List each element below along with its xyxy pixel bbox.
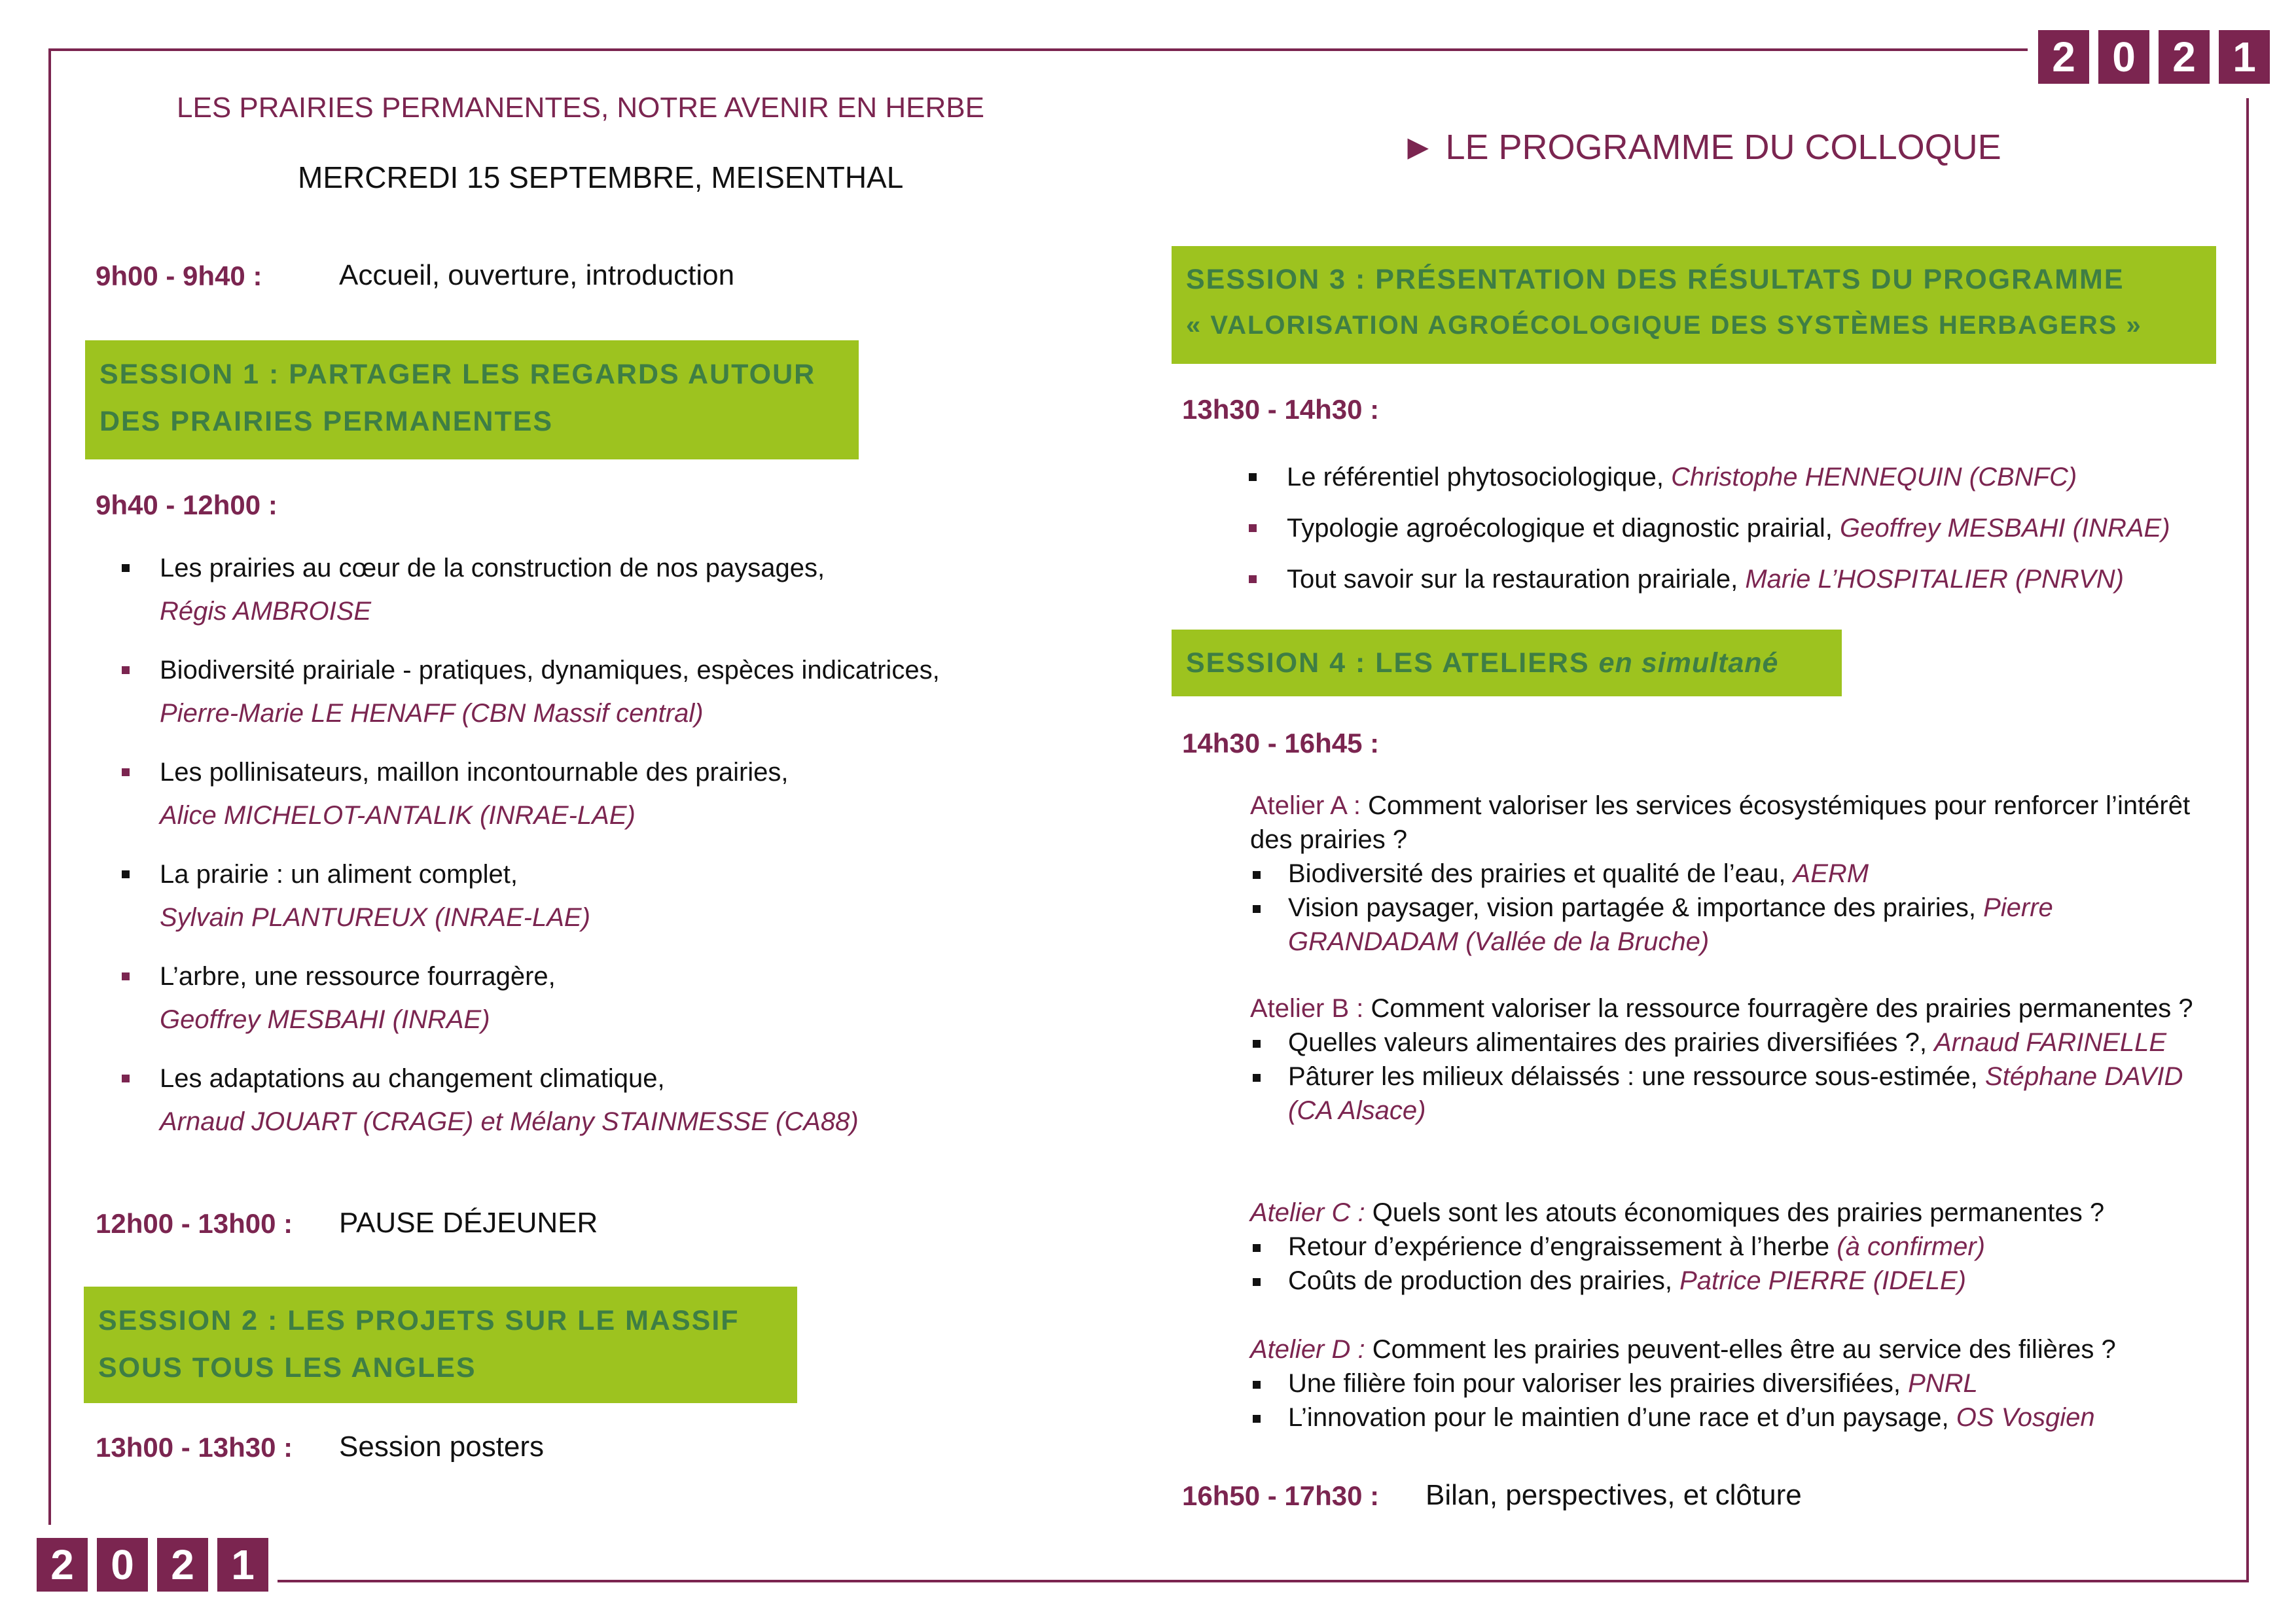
square-bullet-icon xyxy=(1249,473,1257,481)
square-bullet-icon xyxy=(1253,871,1261,879)
session1-item-speaker: Régis AMBROISE xyxy=(160,597,372,626)
session3-title-line2: « VALORISATION AGROÉCOLOGIQUE DES SYSTÈMES HERBAGERS » xyxy=(1186,311,2142,340)
session2-title-line1: SESSION 2 : LES PROJETS SUR LE MASSIF xyxy=(98,1305,740,1336)
session1-time: 9h40 - 12h00 : xyxy=(96,490,278,520)
session3-time: 13h30 - 14h30 : xyxy=(1182,394,1380,425)
square-bullet-icon xyxy=(1249,575,1257,583)
atelier-item-text: Pâturer les milieux délaissés : une ressource sous-estimée, xyxy=(1288,1062,1985,1091)
year-digit: 2 xyxy=(37,1538,88,1592)
session3-item-text: Le référentiel phytosociologique, xyxy=(1287,463,1672,491)
atelier-d xyxy=(1250,1332,2206,1435)
session3-item xyxy=(1287,503,2229,554)
session1-item xyxy=(160,649,1076,735)
event-date-place: MERCREDI 15 SEPTEMBRE, MEISENTHAL xyxy=(298,160,904,194)
session1-item-speaker: Alice MICHELOT-ANTALIK (INRAE-LAE) xyxy=(160,801,636,830)
closing-text: Bilan, perspectives, et clôture xyxy=(1426,1479,1802,1511)
atelier-question xyxy=(1250,991,2206,1026)
square-bullet-icon xyxy=(122,870,130,878)
session1-banner xyxy=(85,340,859,459)
programme-heading xyxy=(1401,127,2001,168)
session1-item-text: Les pollinisateurs, maillon incontournable des prairies, xyxy=(160,758,789,787)
atelier-question-text: Comment valoriser les services écosystémiques pour renforcer l’intérêt des prairies ? xyxy=(1250,791,2191,854)
session4-title: SESSION 4 : LES ATELIERS xyxy=(1186,647,1599,679)
session3-item xyxy=(1287,554,2229,605)
session3-banner xyxy=(1172,246,2216,364)
session1-item xyxy=(160,1057,1076,1143)
atelier-question xyxy=(1250,1196,2206,1230)
square-bullet-icon xyxy=(1253,1381,1261,1389)
atelier-b xyxy=(1250,991,2206,1128)
atelier-item-text: Biodiversité des prairies et qualité de l’eau, xyxy=(1288,859,1793,888)
square-bullet-icon xyxy=(122,666,130,674)
atelier-item xyxy=(1250,1264,2206,1298)
square-bullet-icon xyxy=(122,768,130,776)
event-title: LES PRAIRIES PERMANENTES, NOTRE AVENIR EN HERBE xyxy=(177,92,984,124)
atelier-item-speaker: Stéphane DAVID (CA Alsace) xyxy=(1288,1062,2183,1125)
atelier-items xyxy=(1250,1366,2206,1435)
arrow-icon: ► xyxy=(1401,128,1436,167)
square-bullet-icon xyxy=(1253,1278,1261,1286)
session1-item xyxy=(160,546,1076,633)
lunch-time: 12h00 - 13h00 : xyxy=(96,1208,293,1239)
square-bullet-icon xyxy=(1253,1244,1261,1252)
session1-list xyxy=(160,546,1076,1159)
lunch-text: PAUSE DÉJEUNER xyxy=(339,1207,598,1239)
closing-time: 16h50 - 17h30 : xyxy=(1182,1480,1380,1511)
year-badge-top xyxy=(2038,30,2270,84)
frame-top-line xyxy=(48,48,2028,51)
session1-item-speaker: Geoffrey MESBAHI (INRAE) xyxy=(160,1005,490,1034)
intro-text: Accueil, ouverture, introduction xyxy=(339,259,735,291)
session3-item-text: Typologie agroécologique et diagnostic prairial, xyxy=(1287,514,1840,543)
atelier-question xyxy=(1250,1332,2206,1366)
atelier-item xyxy=(1250,1400,2206,1435)
atelier-items xyxy=(1250,1230,2206,1298)
square-bullet-icon xyxy=(1253,1040,1261,1048)
session4-time: 14h30 - 16h45 : xyxy=(1182,728,1380,758)
session2-title-line2: SOUS TOUS LES ANGLES xyxy=(98,1352,476,1383)
year-badge-bottom xyxy=(37,1538,268,1592)
session4-banner xyxy=(1172,630,1842,696)
year-digit: 2 xyxy=(157,1538,208,1592)
session1-item-speaker: Sylvain PLANTUREUX (INRAE-LAE) xyxy=(160,903,590,932)
intro-time: 9h00 - 9h40 : xyxy=(96,260,262,291)
atelier-item-text: L’innovation pour le maintien d’une race et d’un paysage, xyxy=(1288,1403,1956,1432)
atelier-item-text: Vision paysager, vision partagée & importance des prairies, xyxy=(1288,893,1984,922)
session3-item xyxy=(1287,452,2229,503)
session1-item-text: La prairie : un aliment complet, xyxy=(160,860,518,889)
session1-item xyxy=(160,853,1076,939)
atelier-item xyxy=(1250,1026,2206,1060)
session1-item-text: Les adaptations au changement climatique, xyxy=(160,1064,665,1093)
frame-left-line xyxy=(48,48,51,1525)
session1-item-text: L’arbre, une ressource fourragère, xyxy=(160,962,556,991)
atelier-question-text: Comment valoriser la ressource fourragère des prairies permanentes ? xyxy=(1363,994,2193,1023)
atelier-label: Atelier B : xyxy=(1250,994,1364,1023)
atelier-item-text: Coûts de production des prairies, xyxy=(1288,1266,1680,1295)
atelier-item-speaker: AERM xyxy=(1793,859,1869,888)
atelier-item-speaker: OS Vosgien xyxy=(1956,1403,2095,1432)
session3-item-text: Tout savoir sur la restauration prairiale, xyxy=(1287,565,1746,594)
atelier-item-speaker: Arnaud FARINELLE xyxy=(1934,1028,2167,1057)
atelier-items xyxy=(1250,1026,2206,1128)
atelier-item xyxy=(1250,857,2206,891)
atelier-label: Atelier A : xyxy=(1250,791,1361,820)
session3-item-speaker: Geoffrey MESBAHI (INRAE) xyxy=(1839,514,2170,543)
session1-item xyxy=(160,955,1076,1041)
atelier-question xyxy=(1250,789,2206,857)
atelier-label: Atelier D : xyxy=(1250,1335,1365,1364)
frame-bottom-line xyxy=(278,1580,2249,1582)
year-digit: 0 xyxy=(2098,30,2149,84)
atelier-a xyxy=(1250,789,2206,959)
session4-emphasis: en simultané xyxy=(1598,647,1779,679)
session1-item xyxy=(160,751,1076,837)
atelier-items xyxy=(1250,857,2206,959)
session1-item-speaker: Pierre-Marie LE HENAFF (CBN Massif central) xyxy=(160,699,704,728)
square-bullet-icon xyxy=(1253,1415,1261,1423)
square-bullet-icon xyxy=(1249,524,1257,532)
atelier-item xyxy=(1250,1230,2206,1264)
year-digit: 2 xyxy=(2038,30,2089,84)
session1-title-line1: SESSION 1 : PARTAGER LES REGARDS AUTOUR xyxy=(99,359,816,390)
square-bullet-icon xyxy=(1253,905,1261,913)
atelier-question-text: Quels sont les atouts économiques des prairies permanentes ? xyxy=(1365,1198,2105,1227)
programme-title: LE PROGRAMME DU COLLOQUE xyxy=(1445,128,2001,167)
atelier-c xyxy=(1250,1196,2206,1298)
square-bullet-icon xyxy=(122,564,130,572)
atelier-item-text: Retour d’expérience d’engraissement à l’herbe xyxy=(1288,1232,1837,1261)
posters-text: Session posters xyxy=(339,1431,545,1463)
atelier-item xyxy=(1250,1060,2206,1128)
atelier-item-speaker: PNRL xyxy=(1908,1369,1978,1398)
square-bullet-icon xyxy=(122,1075,130,1082)
atelier-label: Atelier C : xyxy=(1250,1198,1365,1227)
session3-list xyxy=(1287,452,2229,605)
session2-banner xyxy=(84,1287,797,1403)
atelier-item-speaker: Patrice PIERRE (IDELE) xyxy=(1679,1266,1966,1295)
atelier-item xyxy=(1250,891,2206,959)
atelier-item-speaker: (à confirmer) xyxy=(1837,1232,1985,1261)
session1-title-line2: DES PRAIRIES PERMANENTES xyxy=(99,406,554,437)
atelier-item-speaker: Pierre GRANDADAM (Vallée de la Bruche) xyxy=(1288,893,2053,956)
year-digit: 2 xyxy=(2159,30,2210,84)
atelier-item-text: Quelles valeurs alimentaires des prairies diversifiées ?, xyxy=(1288,1028,1935,1057)
session1-item-text: Les prairies au cœur de la construction de nos paysages, xyxy=(160,554,825,582)
posters-time: 13h00 - 13h30 : xyxy=(96,1432,293,1463)
session1-item-speaker: Arnaud JOUART (CRAGE) et Mélany STAINMESSE (CA88) xyxy=(160,1107,859,1136)
frame-right-line xyxy=(2246,98,2249,1581)
atelier-question-text: Comment les prairies peuvent-elles être au service des filières ? xyxy=(1365,1335,2116,1364)
year-digit: 0 xyxy=(97,1538,148,1592)
square-bullet-icon xyxy=(122,972,130,980)
session3-item-speaker: Christophe HENNEQUIN (CBNFC) xyxy=(1671,463,2077,491)
square-bullet-icon xyxy=(1253,1074,1261,1082)
atelier-item xyxy=(1250,1366,2206,1400)
session1-item-text: Biodiversité prairiale - pratiques, dynamiques, espèces indicatrices, xyxy=(160,656,940,685)
atelier-item-text: Une filière foin pour valoriser les prairies diversifiées, xyxy=(1288,1369,1909,1398)
session3-title-line1: SESSION 3 : PRÉSENTATION DES RÉSULTATS DU PROGRAMME xyxy=(1186,264,2125,295)
session3-item-speaker: Marie L’HOSPITALIER (PNRVN) xyxy=(1745,565,2124,594)
year-digit: 1 xyxy=(2219,30,2270,84)
year-digit: 1 xyxy=(217,1538,268,1592)
